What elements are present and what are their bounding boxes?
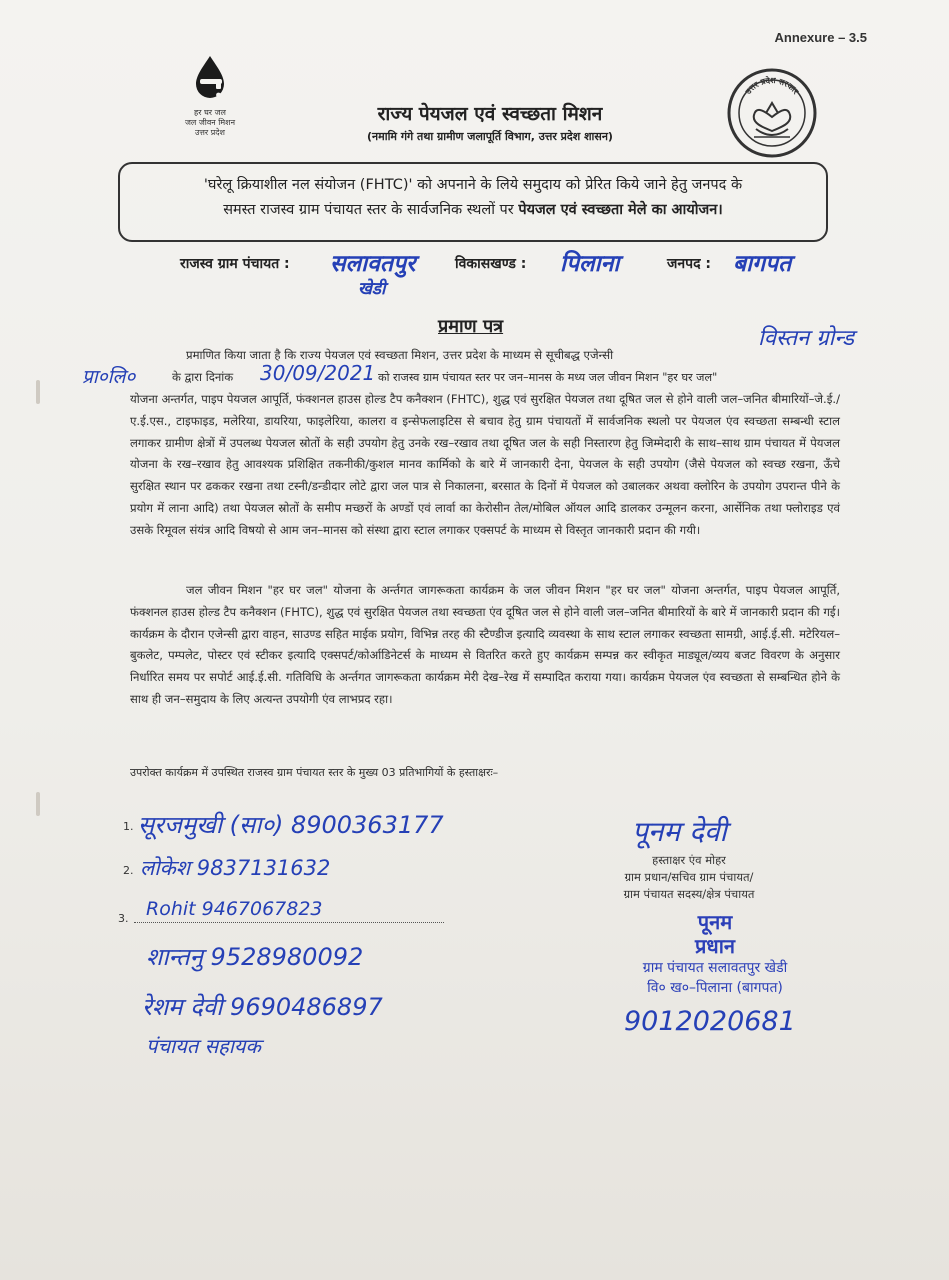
para1-body: योजना अन्तर्गत, पाइप पेयजल आपूर्ति, फंक्शनल हाउस होल्ड टैप कनैक्शन (FHTC), शुद्ध एवं सुरक्षित पेयजल तथा दूषित जल से होने वाली जल–जनित बीमारियों–जे.ई./ए.ई.एस., टाइफाइड, मलेरिया, डायरिया, फाइलेरिया, कालरा व इन्सेफलाइटिस से बचाव हेतु ग्राम पंचायतों में सार्वजनिक स्थलो पर पेयजल एंव स्वच्छता सम्बन्धी स्टाल लगाकर ग्रामीण क्षेत्रों में उपलब्ध पेयजल स्रोतों के सही उपयोग हेतु उनके रख–रखाव तथा दूषित जल के सही निस्तारण हेतु जिम्मेदारी के साथ–साथ ग्राम पंचायत में पेयजल योजना के रख–रखाव हेतु आवश्यक प्रशिक्षित तकनीकी/कुशल मानव कार्मिको के बारे में जानकारी देना, पेयजल के सही उपयोग (जैसे पेयजल को स्वच्छ रखना, ऊँचे सुरक्षित स्थान पर ढककर रखना तथा टस्नी/डन्डीदार लोटे द्वारा जल पात्र से निकालना, बरसात के दिनों में पेयजल को उबालकर अथवा क्लोरिन के उपयोग उपरान्त पीने के प्रयोग में लाना आदि) तथा पेयजल स्रोतों के समीप मच्छरों के अण्डों एवं लार्वा का केरोसीन तेल/मोबिल ऑयल आदि डालकर उन्मूलन करना, आर्सेनिक तथा फ्लोराइड एवं उसके रिमूवल संयंत्र आदि विषयो से आम जन–मानस को संस्था द्वारा स्टाल लगाकर एक्सपर्ट के माध्यम से विस्तृत जानकारी प्रदान की गयी। <box>130 392 840 537</box>
pradhan-phone: 9012020681 <box>624 1006 796 1037</box>
banner-line-1: 'घरेलू क्रियाशील नल संयोजन (FHTC)' को अपनाने के लिये समुदाय को प्रेरित किये जाने हेतु जनपद के <box>203 177 743 193</box>
participant-entry: पंचायत सहायक <box>146 1034 261 1058</box>
stamp-designation: प्रधान <box>695 934 735 958</box>
pradhan-signature: पूनम देवी <box>632 815 727 848</box>
pradhan-stamp <box>600 910 830 998</box>
punch-hole-mark <box>36 792 40 816</box>
para1-line2-a: के द्वारा दिनांक <box>172 370 234 384</box>
panchayat-value: सलावतपुर <box>330 251 416 277</box>
participant-entry: लोकेश 9837131632 <box>140 856 331 880</box>
logo-caption-1: हर घर जल <box>194 108 226 117</box>
banner-line-2-a: समस्त राजस्व ग्राम पंचायत स्तर के सार्वजनिक स्थलों पर <box>223 202 514 218</box>
signature-dotted-line <box>134 922 444 923</box>
agency-prefix-handwritten: प्रा०लि० <box>82 366 136 388</box>
punch-hole-mark <box>36 380 40 404</box>
banner-line-2 <box>136 198 810 223</box>
participant-number: 3. <box>118 912 129 925</box>
district-value: बागपत <box>733 251 792 277</box>
block-value: पिलाना <box>560 251 620 277</box>
seal-text: उत्तर प्रदेश सरकार <box>743 75 801 97</box>
signatory-caption <box>584 852 794 903</box>
district-label: जनपद : <box>667 256 712 272</box>
para2-body: जल जीवन मिशन "हर घर जल" योजना के अर्न्तगत जागरूकता कार्यक्रम के जल जीवन मिशन "हर घर जल" योजना अन्तर्गत, पाइप पेयजल आपूर्ति, फंक्शनल हाउस होल्ड टैप कनैक्शन (FHTC), शुद्ध एवं सुरक्षित पेयजल तथा स्वच्छता एंव दूषित जल से होने वाली जल–जनित बीमारियों के बारे में जानकारी प्रदान की गई। कार्यक्रम के दौरान एजेन्सी द्वारा वाहन, साउण्ड सहित माईक प्रयोग, विभिन्न तरह की स्टैण्डीज इत्यादि व्यवस्था के साथ स्टाल लगाकर स्वच्छता सामग्री, आई.ई.सी. मटेरियल–बुकलेट, पम्पलेट, पोस्टर एवं स्टीकर इत्यादि एक्सपर्ट/कोर्आडिनेटर्स के माध्यम से वितरित करते हुए कार्यक्रम सम्पन्न कर स्वीकृत माड्यूल/व्यय बजट विवरण के अनुसार निर्धारित समय पर सपोर्ट आई.ई.सी. गतिविधि के अर्न्तगत जागरूकता कार्यक्रम मेरी देख–रेख में सम्पादित कराया गया। कार्यक्रम पेयजल एंव स्वच्छता से सम्बन्धित होने के साथ ही जन–समुदाय के लिए अत्यन्त उपयोगी एंव लाभप्रद रहा। <box>130 583 840 706</box>
svg-text:उत्तर प्रदेश सरकार <box>743 75 801 97</box>
har-ghar-jal-logo <box>160 52 260 138</box>
panchayat-value-2: खेडी <box>358 279 386 299</box>
signatory-caption-2: ग्राम प्रधान/सचिव ग्राम पंचायत/ <box>624 870 754 884</box>
mission-title: राज्य पेयजल एवं स्वच्छता मिशन <box>377 103 603 125</box>
para1-line2-b: को राजस्व ग्राम पंचायत स्तर पर जन–मानस के मध्य जल जीवन मिशन "हर घर जल" <box>378 371 718 384</box>
participant-number: 2. <box>123 864 134 877</box>
signatory-caption-1: हस्ताक्षर एंव मोहर <box>652 853 726 867</box>
signatory-caption-3: ग्राम पंचायत सदस्य/क्षेत्र पंचायत <box>623 887 755 901</box>
stamp-panchayat: ग्राम पंचायत सलावतपुर खेडी <box>642 960 788 976</box>
participant-entry: सूरजमुखी (सा०) 8900363177 <box>138 811 444 839</box>
event-banner <box>118 162 828 242</box>
participant-entry: रेशम देवी 9690486897 <box>142 993 383 1021</box>
participant-entry: शान्तनु 9528980092 <box>146 943 364 971</box>
para1-line1: प्रमाणित किया जाता है कि राज्य पेयजल एवं स्वच्छता मिशन, उत्तर प्रदेश के माध्यम से सूचीबद्ध एजेन्सी <box>186 348 614 362</box>
stamp-block: वि० ख०–पिलाना (बागपत) <box>647 980 783 996</box>
panchayat-label: राजस्व ग्राम पंचायत : <box>180 256 290 272</box>
mission-subtitle: (नमामि गंगे तथा ग्रामीण जलापूर्ति विभाग, उत्तर प्रदेश शासन) <box>367 130 613 143</box>
annexure-label: Annexure – 3.5 <box>774 30 867 45</box>
block-label: विकासखण्ड : <box>455 256 527 272</box>
up-government-seal-icon <box>726 67 818 159</box>
stamp-name: पूनम <box>697 910 733 934</box>
agency-name-handwritten: विस्तन ग्रोन्ड <box>758 326 854 351</box>
logo-caption-3: उत्तर प्रदेश <box>195 128 225 137</box>
location-fields <box>180 250 880 299</box>
date-handwritten: 30/09/2021 <box>260 361 376 385</box>
participant-number: 1. <box>123 820 134 833</box>
water-drop-tap-icon <box>180 52 240 104</box>
participant-entry: Rohit 9467067823 <box>146 898 323 920</box>
banner-line-2-b: पेयजल एवं स्वच्छता मेले का आयोजन। <box>518 202 723 218</box>
logo-caption-2: जल जीवन मिशन <box>184 118 236 127</box>
certificate-heading: प्रमाण पत्र <box>438 316 504 337</box>
participants-intro: उपरोक्त कार्यक्रम में उपस्थित राजस्व ग्राम पंचायत स्तर के मुख्य 03 प्रतिभागियों के हस्ताक्षरः– <box>130 766 499 779</box>
